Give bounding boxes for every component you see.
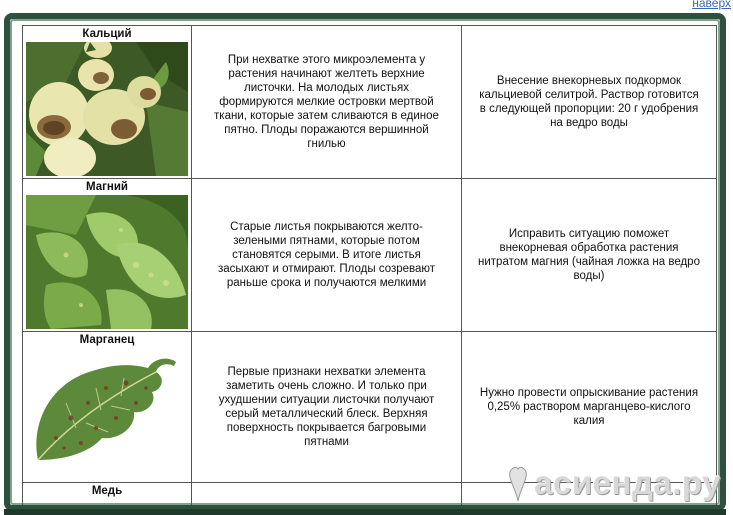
symptoms-text: Старые листья покрываются желто-зелеными пятнами, которые потом становятся серыми. В итоге листья засыхают и отмирают. Плоды созревают раньше срока и получаются мелкими [217,221,436,289]
element-name: Марганец [79,334,135,346]
table-row [23,179,717,332]
bottom-bar [4,509,726,515]
magnesium-leaves-photo [26,195,188,329]
back-to-top-link[interactable]: наверх [690,0,733,10]
watermark-text: асиенда.ру [534,464,721,501]
table-frame [4,13,726,511]
treatment-text: Исправить ситуацию поможет внекорневая обработка растения нитратом магния (чайная ложка на ведро воды) [478,228,700,282]
element-name: Кальций [82,28,132,40]
element-name: Магний [86,181,128,193]
table-row [23,26,717,179]
photo-cell [23,179,192,332]
treatment-text: Нужно провести опрыскивание растения 0,25% раствором марганцево-кислого калия [479,387,699,427]
leaf-logo-icon [506,463,530,503]
symptoms-text: Первые признаки нехватки элемента заметить очень сложно. И только при ухудшении ситуации листочки получают серый металлический блеск. Верхняя поверхность покрывается багровыми пятнами [218,366,435,448]
table-row [23,332,717,483]
calcium-tomato-photo [26,42,188,176]
symptoms-text: При нехватке этого микроэлемента у растения начинают желтеть верхние листочки. На молодых листьях формируются мелкие островки мертвой ткани, которые затем сливаются в единое пятно. Плоды поражаются вершинной гнилью [214,54,439,150]
photo-cell [23,483,192,512]
photo-cell [23,26,192,179]
manganese-leaf-photo [26,348,188,468]
deficiency-table [22,25,717,511]
site-watermark [506,463,721,503]
treatment-text: Внесение внекорневых подкормок кальциевой селитрой. Раствор готовится в следующей пропорции: 20 г удобрения на ведро воды [479,75,699,129]
photo-cell [23,332,192,483]
element-name: Медь [91,485,123,497]
